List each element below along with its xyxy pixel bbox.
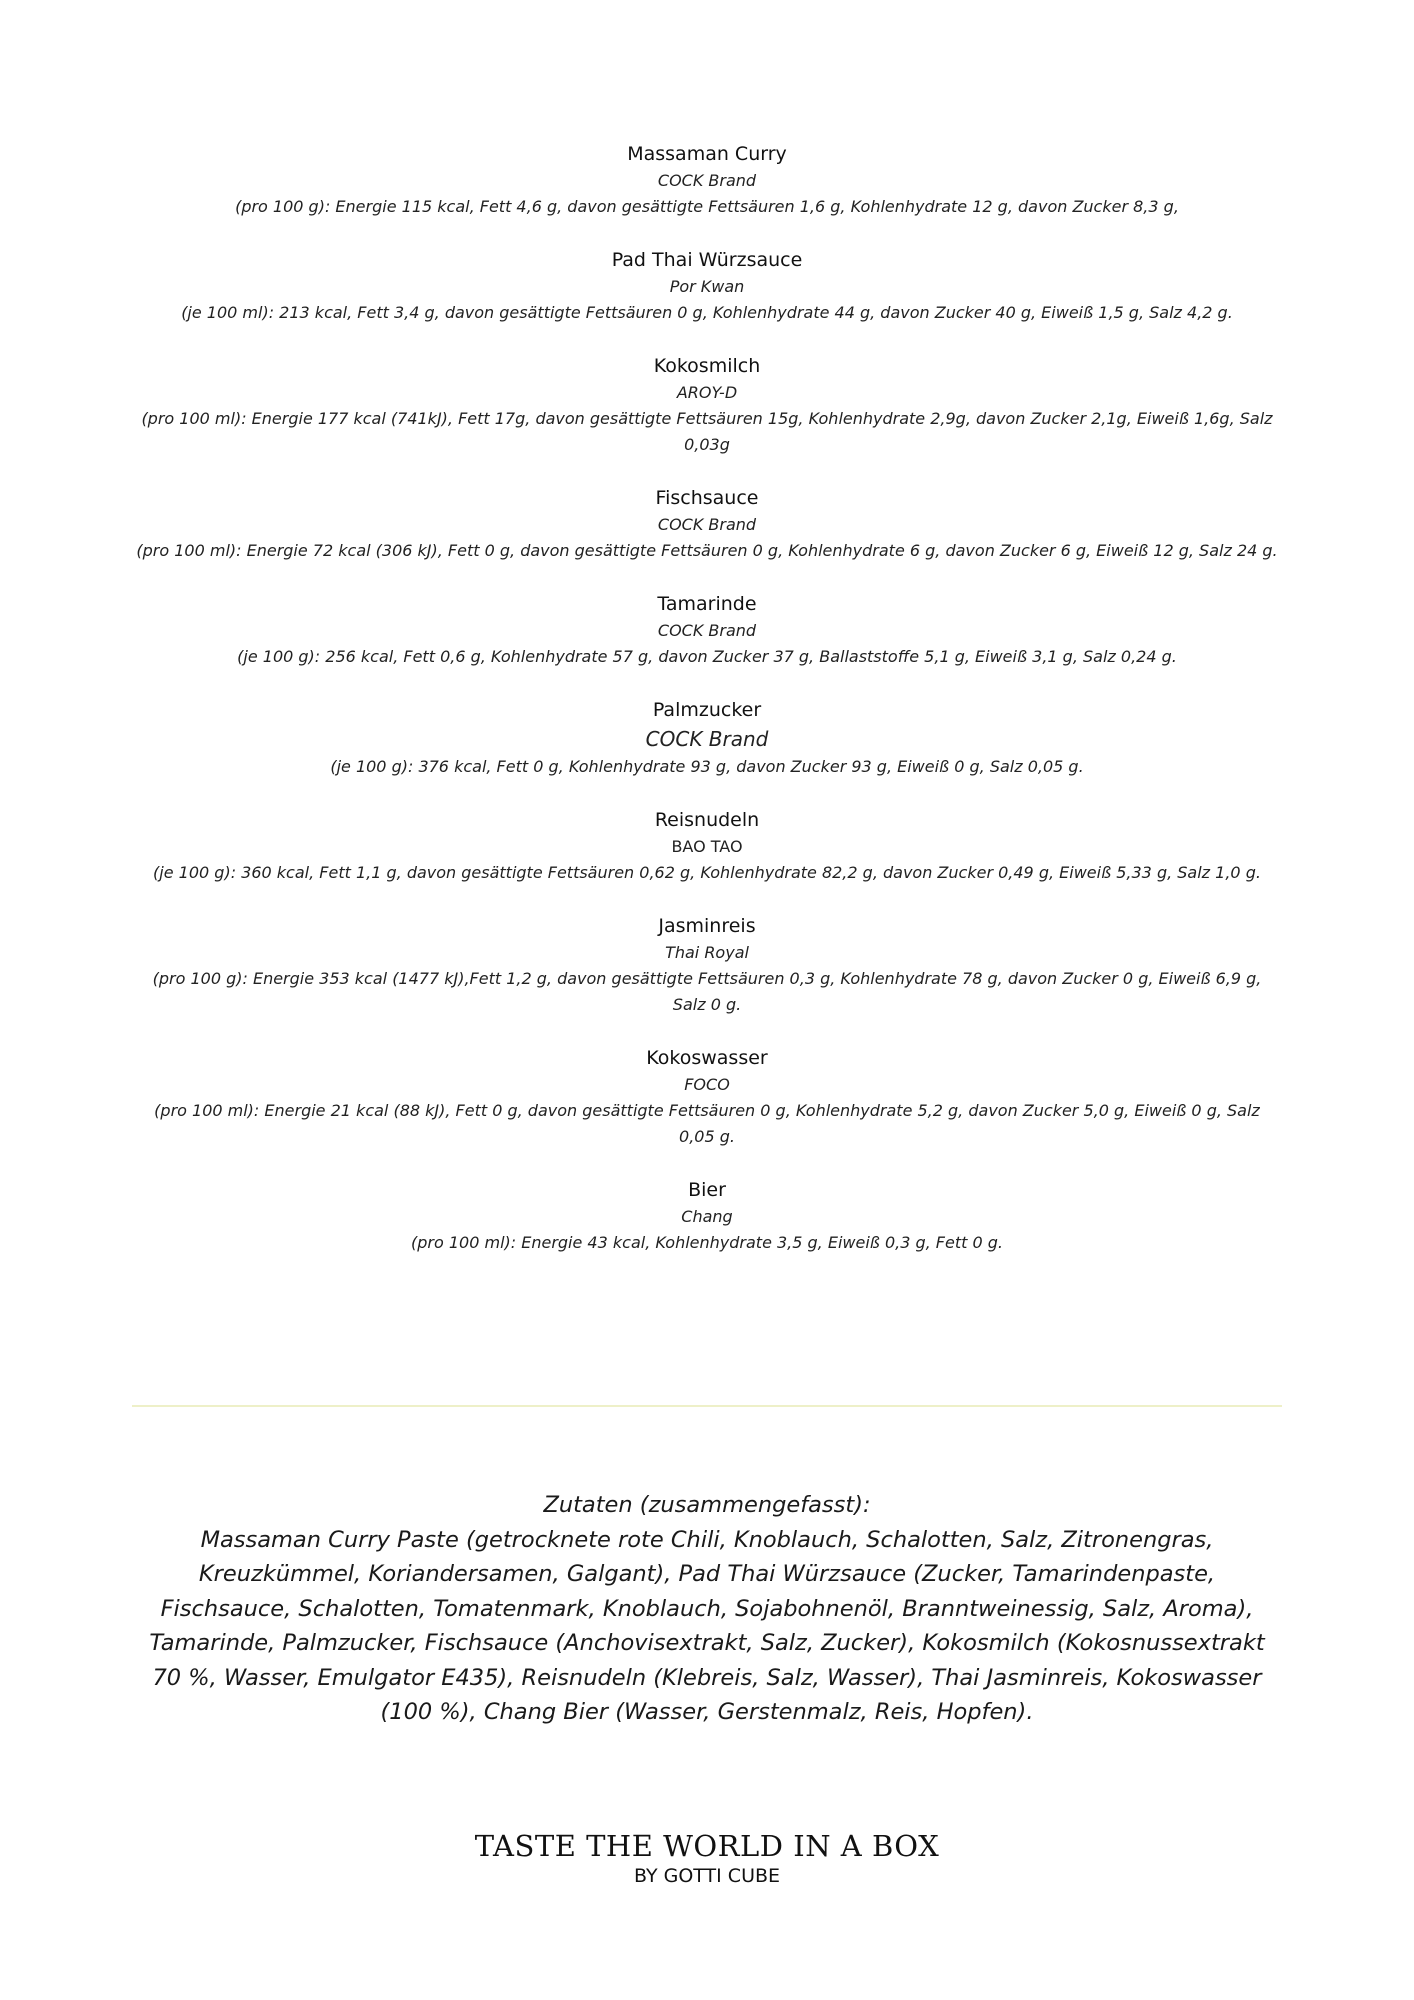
product-item bbox=[130, 912, 1284, 1018]
product-nutrition: (pro 100 g): Energie 353 kcal (1477 kJ),Fett 1,2 g, davon gesättigte Fettsäuren 0,3 g, Kohlenhydrate 78 g, davon Zucker 0 g, Eiweiß 6,9 g, Salz 0 g. bbox=[152, 969, 1262, 1014]
product-name: Reisnudeln bbox=[654, 809, 760, 831]
product-item bbox=[130, 246, 1284, 326]
product-brand: COCK Brand bbox=[657, 171, 757, 190]
product-name: Tamarinde bbox=[657, 593, 757, 615]
product-item bbox=[130, 1044, 1284, 1150]
product-nutrition: (je 100 g): 256 kcal, Fett 0,6 g, Kohlenhydrate 57 g, davon Zucker 37 g, Ballaststoffe 5,1 g, Eiweiß 3,1 g, Salz 0,24 g. bbox=[237, 647, 1177, 666]
product-name: Jasminreis bbox=[658, 915, 756, 937]
product-nutrition: (pro 100 ml): Energie 72 kcal (306 kJ), Fett 0 g, davon gesättigte Fettsäuren 0 g, Kohlenhydrate 6 g, davon Zucker 6 g, Eiweiß 12 g, Salz 24 g. bbox=[136, 541, 1278, 560]
product-nutrition: (pro 100 ml): Energie 43 kcal, Kohlenhydrate 3,5 g, Eiweiß 0,3 g, Fett 0 g. bbox=[411, 1233, 1003, 1252]
product-brand: AROY-D bbox=[676, 383, 738, 402]
product-brand: Chang bbox=[681, 1207, 733, 1226]
product-list bbox=[130, 140, 1284, 1282]
product-nutrition: (je 100 g): 360 kcal, Fett 1,1 g, davon gesättigte Fettsäuren 0,62 g, Kohlenhydrate 82,2 g, davon Zucker 0,49 g, Eiweiß 5,33 g, Salz 1,0 g. bbox=[153, 863, 1261, 882]
product-nutrition: (je 100 ml): 213 kcal, Fett 3,4 g, davon gesättigte Fettsäuren 0 g, Kohlenhydrate 44 g, davon Zucker 40 g, Eiweiß 1,5 g, Salz 4,2 g. bbox=[181, 303, 1233, 322]
product-name: Bier bbox=[688, 1179, 726, 1201]
product-brand: COCK Brand bbox=[657, 515, 757, 534]
product-nutrition: (pro 100 ml): Energie 21 kcal (88 kJ), Fett 0 g, davon gesättigte Fettsäuren 0 g, Kohlenhydrate 5,2 g, davon Zucker 5,0 g, Eiweiß 0 g, Salz 0,05 g. bbox=[154, 1101, 1260, 1146]
footer-subtitle: BY GOTTI CUBE bbox=[633, 1865, 781, 1887]
product-item bbox=[130, 1176, 1284, 1256]
product-brand: Thai Royal bbox=[665, 943, 749, 962]
product-brand: Por Kwan bbox=[669, 277, 745, 296]
product-item bbox=[130, 484, 1284, 564]
ingredients-text: Massaman Curry Paste (getrocknete rote Chili, Knoblauch, Schalotten, Salz, Zitronengras, Kreuzkümmel, Koriandersamen, Galgant), Pad Thai Würzsauce (Zucker, Tamarindenpaste, Fischsauce, Schalotten, Tomatenmark, Knoblauch, Sojabohnenöl, Branntweinessig, Salz, Aroma), Tamarinde, Palmzucker, Fischsauce (Anchovisextrakt, Salz, Zucker), Kokosmilch (Kokosnussextrakt 70 %, Wasser, Emulgator E435), Reisnudeln (Klebreis, Salz, Wasser), Thai Jasminreis, Kokoswasser (100 %), Chang Bier (Wasser, Gerstenmalz, Reis, Hopfen). bbox=[149, 1526, 1265, 1725]
product-item bbox=[130, 352, 1284, 458]
product-name: Kokosmilch bbox=[653, 355, 761, 377]
product-nutrition: (pro 100 ml): Energie 177 kcal (741kJ), Fett 17g, davon gesättigte Fettsäuren 15g, Kohlenhydrate 2,9g, davon Zucker 2,1g, Eiweiß 1,6g, Salz 0,03g bbox=[141, 409, 1273, 454]
section-divider bbox=[132, 1405, 1282, 1407]
ingredients-section bbox=[140, 1488, 1274, 1730]
ingredients-heading: Zutaten (zusammengefasst): bbox=[543, 1492, 871, 1518]
product-nutrition: (je 100 g): 376 kcal, Fett 0 g, Kohlenhydrate 93 g, davon Zucker 93 g, Eiweiß 0 g, Salz 0,05 g. bbox=[330, 757, 1084, 776]
product-name: Palmzucker bbox=[652, 699, 762, 721]
product-item bbox=[130, 140, 1284, 220]
product-nutrition: (pro 100 g): Energie 115 kcal, Fett 4,6 g, davon gesättigte Fettsäuren 1,6 g, Kohlenhydrate 12 g, davon Zucker 8,3 g, bbox=[235, 197, 1179, 216]
product-brand: COCK Brand bbox=[657, 621, 757, 640]
footer-title: TASTE THE WORLD IN A BOX bbox=[474, 1829, 940, 1863]
product-item bbox=[130, 696, 1284, 780]
product-item bbox=[130, 806, 1284, 886]
footer-branding bbox=[0, 1828, 1414, 1888]
product-brand: COCK Brand bbox=[645, 727, 769, 751]
product-brand: BAO TAO bbox=[671, 837, 743, 856]
product-name: Fischsauce bbox=[655, 487, 759, 509]
product-name: Pad Thai Würzsauce bbox=[611, 249, 803, 271]
product-name: Kokoswasser bbox=[646, 1047, 768, 1069]
product-item bbox=[130, 590, 1284, 670]
product-brand: FOCO bbox=[684, 1075, 730, 1094]
product-name: Massaman Curry bbox=[627, 143, 787, 165]
